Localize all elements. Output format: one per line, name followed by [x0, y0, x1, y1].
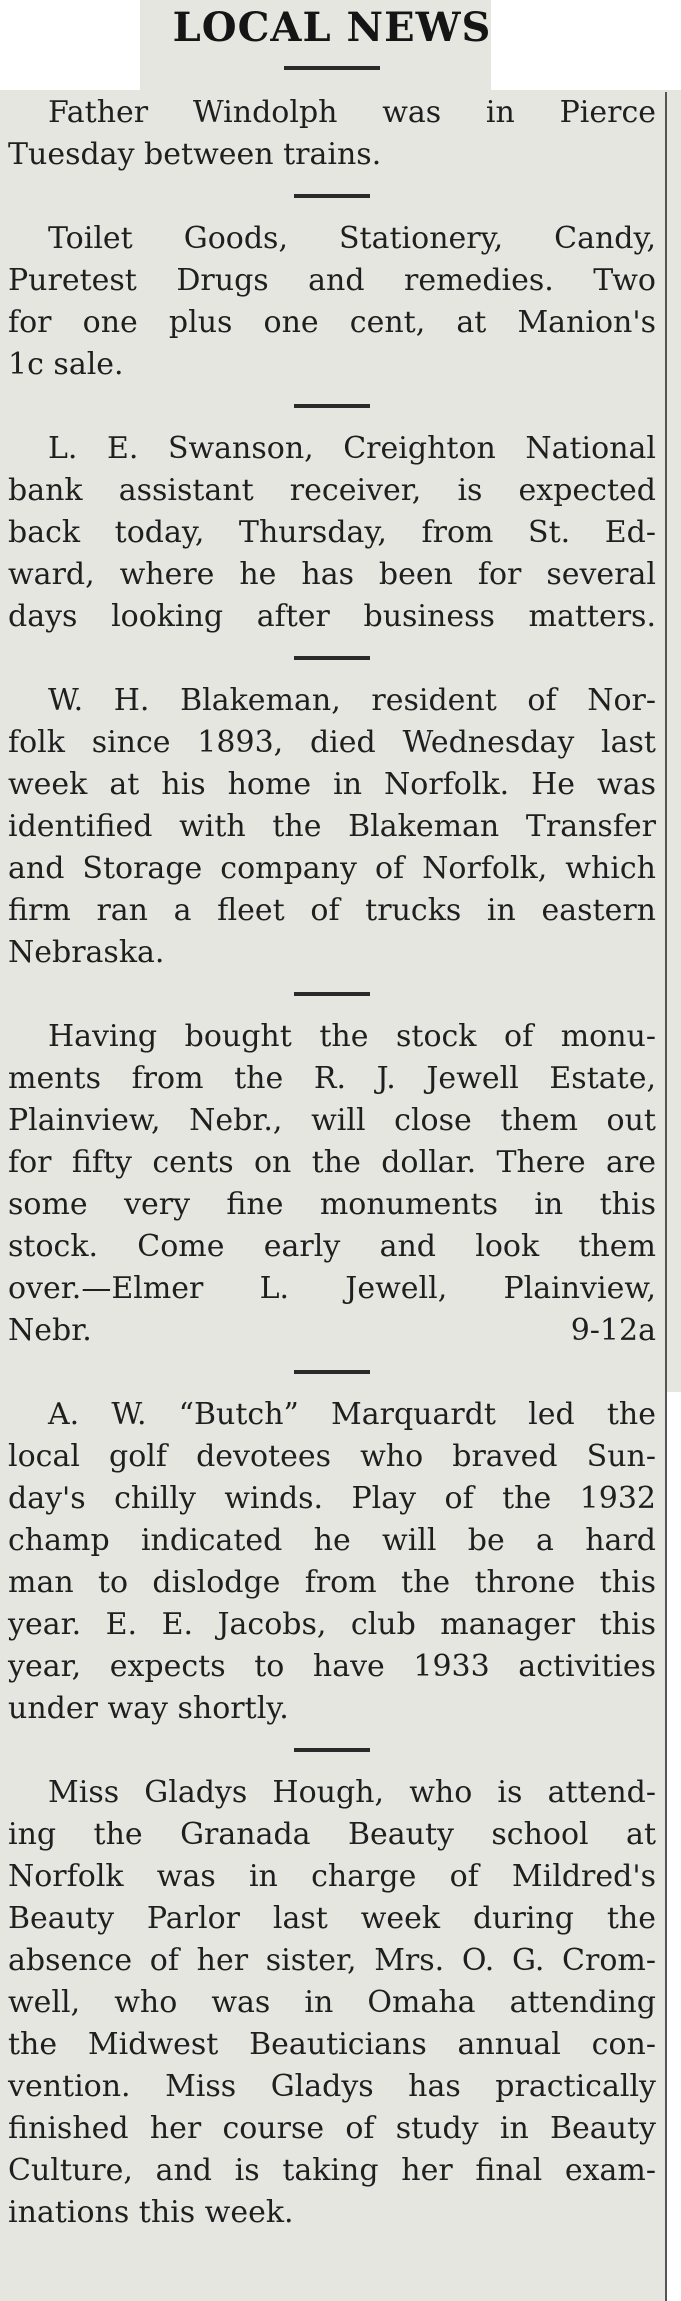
text-line: year. E. E. Jacobs, club manager this: [8, 1607, 656, 1642]
text-line: and Storage company of Norfolk, which: [8, 851, 656, 886]
text-line: identified with the Blakeman Transfer: [8, 809, 656, 844]
ad-code: 9-12a: [570, 1313, 656, 1348]
text-line: Norfolk was in charge of Mildred's: [8, 1859, 656, 1894]
text-line: 1c sale.: [8, 347, 124, 382]
text-line: firm ran a fleet of trucks in eastern: [8, 893, 656, 928]
text-line: local golf devotees who braved Sun-: [8, 1439, 656, 1474]
text-line: ments from the R. J. Jewell Estate,: [8, 1061, 656, 1096]
news-column: [8, 0, 656, 2234]
text-line: Culture, and is taking her final exam-: [8, 2153, 656, 2188]
text-line: days looking after business matters.: [8, 599, 656, 634]
text-line: year, expects to have 1933 activities: [8, 1649, 656, 1684]
signature-place: Nebr.: [8, 1313, 92, 1348]
news-item: [8, 1394, 656, 1730]
text-line: Plainview, Nebr., will close them out: [8, 1103, 656, 1138]
news-item: [8, 428, 656, 638]
text-line: inations this week.: [8, 2195, 294, 2230]
text-line: Toilet Goods, Stationery, Candy,: [48, 221, 656, 256]
news-item: [8, 1772, 656, 2234]
news-item: [8, 92, 656, 176]
text-line: for fifty cents on the dollar. There are: [8, 1145, 656, 1180]
text-line: under way shortly.: [8, 1691, 289, 1726]
news-item: [8, 1016, 656, 1352]
ad-signature-line: [8, 1310, 656, 1352]
text-line: Tuesday between trains.: [8, 137, 382, 172]
text-line: day's chilly winds. Play of the 1932: [8, 1481, 656, 1516]
clipping-margin: [667, 1392, 681, 2301]
text-line: folk since 1893, died Wednesday last: [8, 725, 656, 760]
text-line: A. W. “Butch” Marquardt led the: [48, 1397, 656, 1432]
item-divider: [294, 1748, 370, 1752]
item-divider: [294, 1370, 370, 1374]
news-item: [8, 680, 656, 974]
column-rule: [665, 92, 667, 2301]
text-line: ward, where he has been for several: [8, 557, 656, 592]
text-line: man to dislodge from the throne this: [8, 1565, 656, 1600]
text-line: Puretest Drugs and remedies. Two: [8, 263, 656, 298]
text-line: Nebraska.: [8, 935, 165, 970]
section-heading: LOCAL NEWS: [172, 4, 492, 51]
text-line: vention. Miss Gladys has practically: [8, 2069, 656, 2104]
text-line: bank assistant receiver, is expected: [8, 473, 656, 508]
item-divider: [294, 992, 370, 996]
text-line: some very fine monuments in this: [8, 1187, 656, 1222]
text-line: finished her course of study in Beauty: [8, 2111, 656, 2146]
text-line: well, who was in Omaha attending: [8, 1985, 656, 2020]
item-divider: [294, 656, 370, 660]
text-line: stock. Come early and look them: [8, 1229, 656, 1264]
text-line: L. E. Swanson, Creighton National: [48, 431, 656, 466]
text-line: for one plus one cent, at Manion's: [8, 305, 656, 340]
text-line: Having bought the stock of monu-: [48, 1019, 656, 1054]
news-item: [8, 218, 656, 386]
item-divider: [294, 194, 370, 198]
text-line: the Midwest Beauticians annual con-: [8, 2027, 656, 2062]
text-line: over.—Elmer L. Jewell, Plainview,: [8, 1271, 656, 1306]
text-line: champ indicated he will be a hard: [8, 1523, 656, 1558]
text-line: week at his home in Norfolk. He was: [8, 767, 656, 802]
text-line: back today, Thursday, from St. Ed-: [8, 515, 656, 550]
text-line: absence of her sister, Mrs. O. G. Crom-: [8, 1943, 656, 1978]
text-line: Father Windolph was in Pierce: [48, 95, 656, 130]
item-divider: [294, 404, 370, 408]
text-line: Beauty Parlor last week during the: [8, 1901, 656, 1936]
text-line: W. H. Blakeman, resident of Nor-: [48, 683, 656, 718]
text-line: Miss Gladys Hough, who is attend-: [48, 1775, 656, 1810]
text-line: ing the Granada Beauty school at: [8, 1817, 656, 1852]
heading-rule: [284, 66, 380, 70]
